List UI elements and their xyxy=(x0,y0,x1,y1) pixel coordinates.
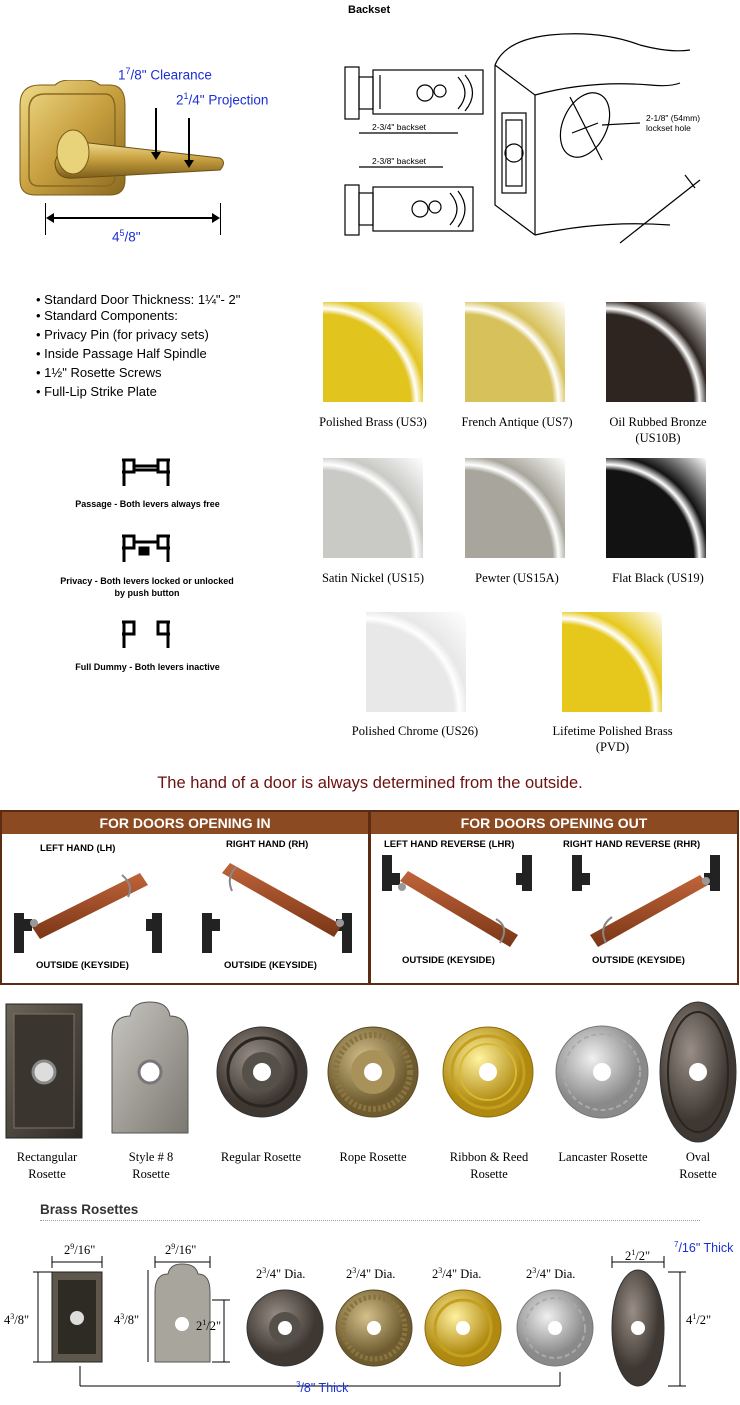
thickness-label: $^3$/8" Thick xyxy=(296,1380,349,1396)
oval-thickness-label: $^7$/16" Thick xyxy=(674,1240,734,1256)
outside-label: OUTSIDE (KEYSIDE) xyxy=(36,960,129,971)
list-item: • Inside Passage Half Spindle xyxy=(36,344,240,363)
rhr-label: RIGHT HAND REVERSE (RHR) xyxy=(563,839,701,850)
brass-rosette-drawings xyxy=(0,1240,740,1405)
rosette-caption: Ribbon & Reed Rosette xyxy=(449,1150,529,1181)
finish-label: Flat Black (US19) xyxy=(612,571,704,585)
lockset-hole-label: 2-1/8" (54mm) lockset hole xyxy=(646,113,701,134)
finish-swatch xyxy=(465,458,565,558)
finish-swatch xyxy=(323,302,423,402)
passage-icon xyxy=(118,452,174,497)
rosette-caption: Regular Rosette xyxy=(220,1150,302,1164)
finish-label: Polished Brass (US3) xyxy=(319,415,427,429)
clearance-arrow xyxy=(155,108,157,158)
width-dimension-line xyxy=(48,217,218,219)
brass-rosettes-title: Brass Rosettes xyxy=(40,1202,139,1217)
door-hand-notice: The hand of a door is always determined from the outside. xyxy=(157,774,583,792)
finish-swatch xyxy=(323,458,423,558)
lh-label: LEFT HAND (LH) xyxy=(40,843,116,854)
rh-label: RIGHT HAND (RH) xyxy=(226,839,309,850)
privacy-icon xyxy=(118,528,174,573)
diameter-label: $2^3/4$" Dia. xyxy=(256,1266,306,1282)
brass-rosettes-rule xyxy=(40,1220,700,1221)
backset-238-label: 2-3/8" backset xyxy=(372,156,427,166)
finish-label: French Antique (US7) xyxy=(461,415,573,429)
opening-in-header: FOR DOORS OPENING IN xyxy=(2,812,368,834)
components-list xyxy=(36,290,240,401)
style8-height-label: $4^3/8$" xyxy=(114,1312,140,1328)
finish-label: Lifetime Polished Brass (PVD) xyxy=(552,724,673,755)
backset-234-label: 2-3/4" backset xyxy=(372,122,427,132)
passage-caption: Passage - Both levers always free xyxy=(75,499,220,509)
rosette-caption: Oval Rosette xyxy=(679,1150,717,1181)
projection-arrow xyxy=(188,118,190,163)
dummy-caption: Full Dummy - Both levers inactive xyxy=(75,662,220,672)
diameter-label: $2^3/4$" Dia. xyxy=(526,1266,576,1282)
projection-label: $2^1/4$" Projection xyxy=(176,91,269,108)
outside-label: OUTSIDE (KEYSIDE) xyxy=(592,955,685,966)
rosette-caption: Lancaster Rosette xyxy=(558,1150,648,1164)
finish-label: Oil Rubbed Bronze (US10B) xyxy=(609,415,707,446)
finish-swatch xyxy=(366,612,466,712)
list-item: • Full-Lip Strike Plate xyxy=(36,382,240,401)
finish-swatch xyxy=(562,612,662,712)
outside-label: OUTSIDE (KEYSIDE) xyxy=(224,960,317,971)
rosette-caption: Rope Rosette xyxy=(339,1150,407,1164)
rect-height-label: $4^3/8$" xyxy=(4,1312,30,1328)
opening-out-header: FOR DOORS OPENING OUT xyxy=(371,812,737,834)
rosette-caption: Style # 8 Rosette xyxy=(128,1150,174,1181)
style8-inner-height-label: $2^1/2$" xyxy=(196,1318,222,1334)
finish-label: Pewter (US15A) xyxy=(475,571,559,585)
outside-label: OUTSIDE (KEYSIDE) xyxy=(402,955,495,966)
oval-width-label: $2^1/2$" xyxy=(625,1248,651,1264)
finish-label: Polished Chrome (US26) xyxy=(351,724,479,738)
style8-width-label: $2^9/16$" xyxy=(165,1242,197,1258)
finish-swatch xyxy=(606,458,706,558)
finish-swatch xyxy=(606,302,706,402)
width-label: $4^5/8$" xyxy=(112,228,141,245)
diameter-label: $2^3/4$" Dia. xyxy=(346,1266,396,1282)
backset-diagram xyxy=(340,25,730,250)
list-item: • Privacy Pin (for privacy sets) xyxy=(36,325,240,344)
oval-height-label: $4^1/2$" xyxy=(686,1312,712,1328)
finish-swatch xyxy=(465,302,565,402)
rect-width-label: $2^9/16$" xyxy=(64,1242,96,1258)
privacy-caption: Privacy - Both levers locked or unlocked by push button xyxy=(60,576,234,598)
list-item: • Standard Door Thickness: 1¼"- 2" xyxy=(36,290,240,309)
diameter-label: $2^3/4$" Dia. xyxy=(432,1266,482,1282)
clearance-label: $1^7/8$" Clearance xyxy=(118,66,212,83)
list-item: • 1½" Rosette Screws xyxy=(36,363,240,382)
finish-label: Satin Nickel (US15) xyxy=(321,571,425,585)
rosette-row xyxy=(0,998,740,1148)
lhr-label: LEFT HAND REVERSE (LHR) xyxy=(384,839,515,850)
list-item: • Standard Components: xyxy=(36,306,240,325)
backset-title: Backset xyxy=(348,4,391,16)
dummy-icon xyxy=(118,614,174,659)
rosette-caption: Rectangular Rosette xyxy=(16,1150,78,1181)
